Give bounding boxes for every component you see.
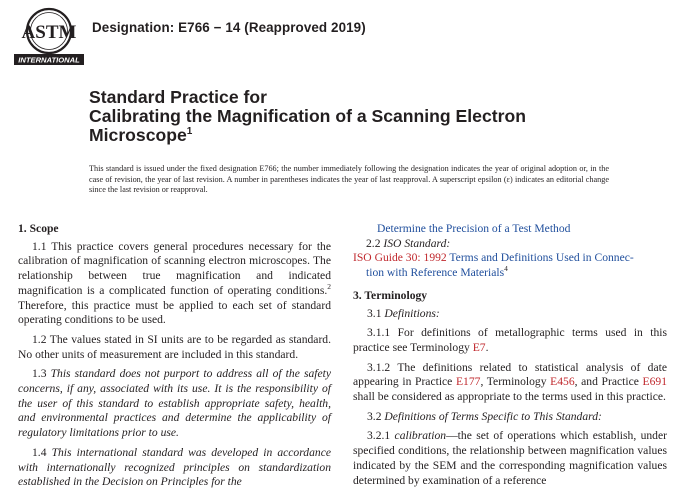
paragraph-3-2-label: Definitions of Terms Specific to This Standard: <box>384 409 602 423</box>
paragraph-3-2-1-text: —the set of operations which establish, under specified conditions, the relationship between magnification values indicated by the SEM and the corresponding magnification values determined by examination of a reference <box>353 429 667 487</box>
link-e7[interactable]: E7 <box>472 340 486 354</box>
referenced-doc-continuation: Determine the Precision of a Test Method <box>377 222 571 235</box>
paragraph-1-1 <box>18 240 331 328</box>
paragraph-1-3 <box>18 367 331 441</box>
document-title <box>89 88 649 145</box>
paragraph-3-1-2-c: , and Practice <box>574 375 643 389</box>
iso-guide-link[interactable]: ISO Guide 30: 1992 <box>353 251 447 265</box>
paragraph-3-1 <box>353 307 667 322</box>
title-footnote-mark: 1 <box>186 126 193 138</box>
paragraph-1-4-text: This international standard was developed in accordance with internationally recognized principles on standardization established in the Decision on Principles for the <box>18 445 331 489</box>
title-line-3-text: Microscope <box>89 125 187 145</box>
title-line-3 <box>89 126 649 145</box>
paragraph-1-3-text: This standard does not purport to address all of the safety concerns, if any, associated with its use. It is the responsibility of the user of this standard to establish appropriate safety, health, and environmental practices and determine the applicability of regulatory limitations prior to use. <box>18 367 331 440</box>
title-line-2: Calibrating the Magnification of a Scanning Electron <box>89 106 526 126</box>
link-e691[interactable]: E691 <box>642 375 667 389</box>
designation: Designation: E766 − 14 (Reapproved 2019) <box>92 20 366 35</box>
astm-logo-mark <box>12 6 86 68</box>
paragraph-3-2 <box>353 410 667 425</box>
title-line-1: Standard Practice for <box>89 87 267 107</box>
footnote-4-mark: 4 <box>504 264 508 274</box>
paragraph-3-2-1 <box>353 429 667 488</box>
paragraph-3-1-num: 3.1 <box>367 306 385 320</box>
iso-guide-entry <box>353 251 667 280</box>
logo-word: INTERNATIONAL <box>18 55 80 65</box>
iso-guide-title-a[interactable]: Terms and Definitions Used in Connec- <box>446 251 634 265</box>
paragraph-1-1-tail: Therefore, this practice must be applied to each set of standard operating conditions to be used. <box>18 298 331 327</box>
left-column <box>18 222 331 495</box>
paragraph-2-2 <box>353 237 667 252</box>
paragraph-3-1-1 <box>353 326 667 355</box>
paragraph-3-1-2-d: shall be considered as appropriate to the terms used in this practice. <box>353 390 666 404</box>
section-3-heading: 3. Terminology <box>353 288 428 302</box>
iso-guide-title-b[interactable]: tion with Reference Materials <box>366 266 505 280</box>
logo-letters: ASTM <box>21 22 77 43</box>
paragraph-3-2-num: 3.2 <box>367 409 385 423</box>
paragraph-1-4 <box>18 446 331 490</box>
astm-logo <box>12 6 86 68</box>
paragraph-2-2-num: 2.2 <box>366 236 384 250</box>
paragraph-1-1-text: 1.1 This practice covers general procedures necessary for the calibration of magnification of scanning electron microscopes. The relationship between true magnification and indicated magnification is a complicated function of operating conditions. <box>18 239 331 297</box>
right-column <box>353 222 667 493</box>
paragraph-2-2-label: ISO Standard: <box>383 236 451 250</box>
term-calibration: calibration <box>394 429 447 443</box>
paragraph-1-3-num: 1.3 <box>32 367 51 381</box>
paragraph-3-1-2 <box>353 361 667 405</box>
section-1-heading: 1. Scope <box>18 222 59 235</box>
paragraph-3-2-1-num: 3.2.1 <box>367 429 395 443</box>
paragraph-3-1-label: Definitions: <box>384 306 440 320</box>
issued-note: This standard is issued under the fixed designation E766; the number immediately following the designation indicates the year of original adoption or, in the case of revision, the year of last revision. A number in parentheses indicates the year of last reapproval. A superscript epsilon (ε) indicates an editorial change since the last revision or reapproval. <box>89 164 609 195</box>
paragraph-3-1-2-b: , Terminology <box>480 375 551 389</box>
footnote-2-mark: 2 <box>327 281 331 291</box>
paragraph-3-1-1-end: . <box>485 340 489 354</box>
paragraph-3-1-2-a: 3.1.2 The definitions related to statistical analysis of date appearing in Practice <box>353 360 667 389</box>
paragraph-1-4-num: 1.4 <box>32 445 52 459</box>
paragraph-1-2: 1.2 The values stated in SI units are to be regarded as standard. No other units of measurement are included in this standard. <box>18 332 331 361</box>
paragraph-3-1-1-text: 3.1.1 For definitions of metallographic terms used in this practice see Terminology <box>353 326 667 354</box>
link-e456[interactable]: E456 <box>550 375 575 389</box>
link-e177[interactable]: E177 <box>455 375 481 389</box>
